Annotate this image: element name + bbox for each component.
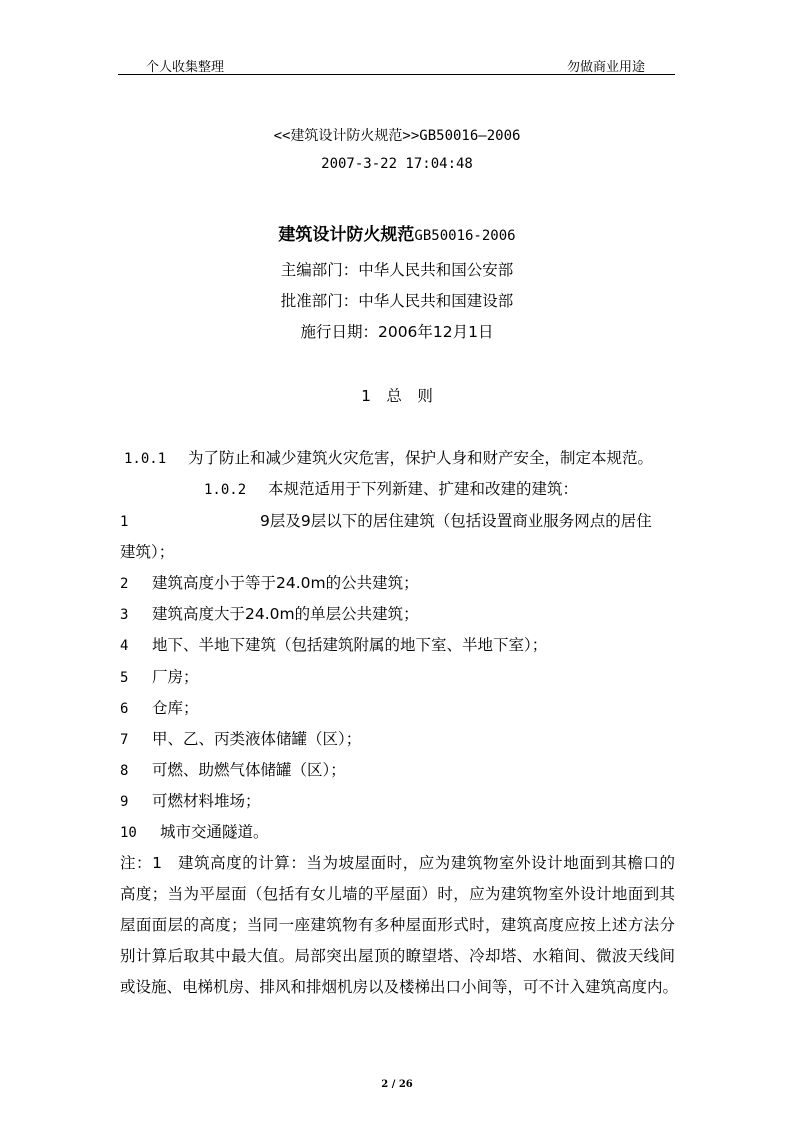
list-item-number: 4 [120, 638, 129, 654]
list-item-text: 建筑高度大于24.0m的单层公共建筑； [152, 605, 419, 623]
list-item-9 [120, 789, 261, 811]
reference-title: <<建筑设计防火规范>>GB50016—2006 [273, 128, 521, 144]
list-item-number: 2 [120, 576, 129, 592]
list-item-4 [120, 633, 547, 655]
page-header [118, 54, 675, 75]
list-item-10 [120, 820, 269, 842]
note-line-2: 高度；当为平屋面（包括有女儿墙的平屋面）时，应为建筑物室外设计地面到其 [120, 885, 675, 903]
list-item-number: 8 [120, 763, 129, 779]
editor-line: 主编部门：中华人民共和国公安部 [280, 261, 514, 279]
note-label: 注：1 [120, 854, 162, 872]
list-item-6 [120, 696, 199, 718]
list-item-number: 1 [120, 514, 129, 530]
header-left-text: 个人收集整理 [146, 60, 225, 75]
effective-date-line: 施行日期：2006年12月1日 [300, 323, 494, 341]
note-line-5: 或设施、电梯机房、排风和排烟机房以及楼梯出口小间等，可不计入建筑高度内。 [120, 978, 679, 996]
document-title-code: GB50016-2006 [414, 228, 516, 244]
chapter-heading: 1 总 则 [361, 387, 433, 405]
list-item-text: 城市交通隧道。 [160, 823, 269, 841]
document-title [0, 220, 794, 245]
list-item-2 [120, 571, 419, 593]
list-item-text: 仓库； [152, 699, 199, 717]
list-item-text: 可燃、助燃气体储罐（区）； [152, 761, 346, 779]
list-item-number: 3 [120, 607, 129, 623]
list-item-text: 地下、半地下建筑（包括建筑附属的地下室、半地下室）； [152, 636, 548, 654]
list-item-1-continued: 建筑）； [120, 543, 175, 561]
list-item-number: 7 [120, 732, 129, 748]
list-item-3 [120, 602, 419, 624]
list-item-text: 9层及9层以下的居住建筑（包括设置商业服务网点的居住 [260, 512, 652, 530]
list-item-number: 10 [120, 825, 137, 841]
note-text: 建筑高度的计算：当为坡屋面时，应为建筑物室外设计地面到其檐口的 [177, 854, 675, 872]
list-item-8 [120, 758, 346, 780]
header-right-text: 勿做商业用途 [566, 60, 645, 75]
note-line-3: 屋面面层的高度；当同一座建筑物有多种屋面形式时，建筑高度应按上述方法分 [120, 916, 675, 934]
clause-number: 1.0.2 [204, 482, 247, 498]
note-line-1 [120, 851, 675, 873]
document-title-name: 建筑设计防火规范 [278, 225, 415, 245]
page-number: 2 / 26 [381, 1079, 413, 1090]
clause-number: 1.0.1 [124, 451, 167, 467]
list-item-number: 6 [120, 701, 129, 717]
list-item-text: 可燃材料堆场； [152, 792, 261, 810]
list-item-7 [120, 727, 361, 749]
clause-text: 本规范适用于下列新建、扩建和改建的建筑： [268, 480, 579, 498]
approver-line: 批准部门：中华人民共和国建设部 [280, 292, 514, 310]
clause-1-0-2 [204, 477, 578, 499]
list-item-1 [120, 509, 652, 531]
list-item-number: 9 [120, 794, 129, 810]
clause-1-0-1 [124, 446, 653, 468]
list-item-text: 厂房； [152, 668, 199, 686]
list-item-text: 建筑高度小于等于24.0m的公共建筑； [152, 574, 419, 592]
note-line-4: 别计算后取其中最大值。局部突出屋顶的瞭望塔、冷却塔、水箱间、微波天线间 [120, 947, 675, 965]
list-item-5 [120, 665, 199, 687]
clause-text: 为了防止和减少建筑火灾危害，保护人身和财产安全，制定本规范。 [188, 449, 654, 467]
list-item-text: 甲、乙、丙类液体储罐（区）； [152, 730, 362, 748]
datetime-line: 2007-3-22 17:04:48 [321, 156, 473, 172]
list-item-number: 5 [120, 670, 129, 686]
